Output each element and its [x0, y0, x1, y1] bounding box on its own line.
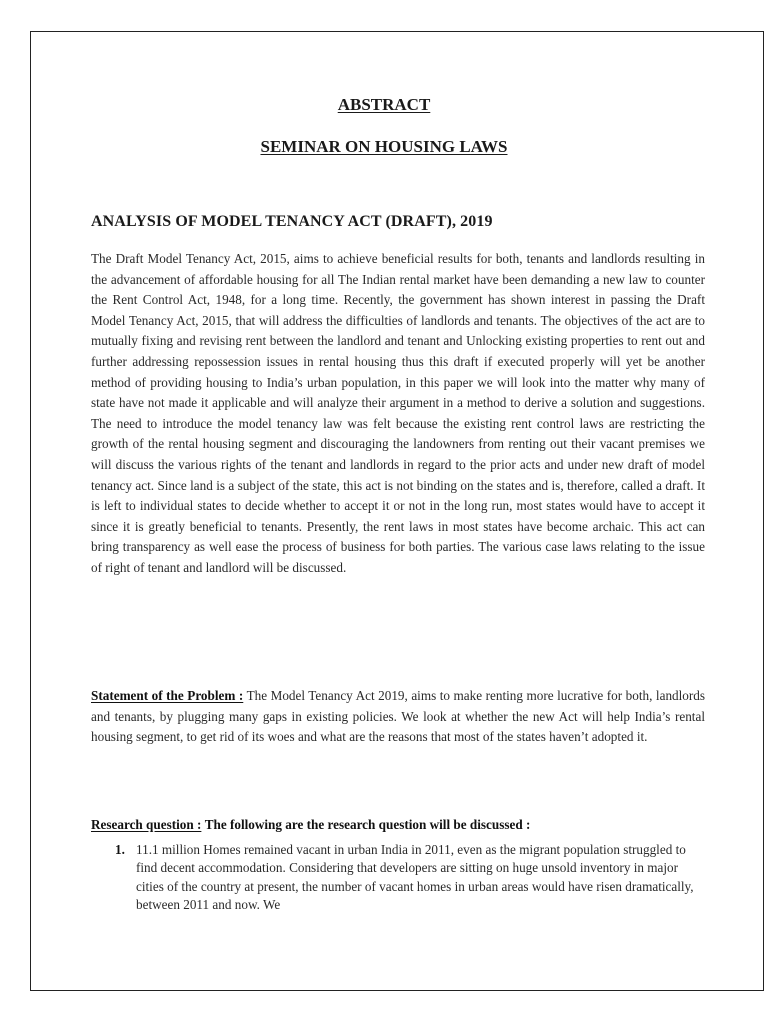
- document-title: ABSTRACT: [337, 95, 431, 114]
- list-item-number: 1.: [115, 842, 125, 857]
- research-label: Research question :: [91, 817, 202, 832]
- research-question-line: [91, 815, 731, 835]
- document-subtitle: SEMINAR ON HOUSING LAWS: [260, 137, 508, 156]
- list-item-text: 11.1 million Homes remained vacant in urban India in 2011, even as the migrant population struggled to find decent accommodation. Considering that developers are sitting on huge unsold inventory in major cities of the country at present, the number of vacant homes in urban areas would have risen dramatically, between 2011 and now. We: [136, 842, 694, 913]
- list-item: [91, 841, 703, 915]
- problem-text: The Model Tenancy Act 2019, aims to make renting more lucrative for both, landlords and tenants, by plugging many gaps in existing policies. We look at whether the new Act will help India’s rental housing segment, to get rid of its woes and what are the reasons that most of the states haven’t adopted it.: [91, 688, 706, 745]
- research-text: The following are the research question will be discussed :: [204, 817, 531, 832]
- abstract-paragraph: The Draft Model Tenancy Act, 2015, aims to achieve beneficial results for both, tenants and landlords resulting in the advancement of affordable housing for all The Indian rental market have been demanding a new law to counter the Rent Control Act, 1948, for a long time. Recently, the government has shown interest in passing the Draft Model Tenancy Act, 2015, that will address the difficulties of landlords and tenants. The objectives of the act are to mutually fixing and revising rent between the landlord and tenant and Unlocking existing properties to rent out and further addressing repossession issues in rental housing thus this draft if executed properly will yet be another method of providing housing to India’s urban population, in this paper we will look into the matter why many of state have not made it applicable and will analyze their argument in a method to derive a solution and suggestions. The need to introduce the model tenancy law was felt because the existing rent control laws are restricting the growth of the rental housing segment and discouraging the landowners from renting out their vacant premises we will discuss the various rights of the tenant and landlords in regard to the prior acts and under new draft of model tenancy act. Since land is a subject of the state, this act is not binding on the states and is, therefore, called a draft. It is left to individual states to decide whether to accept it or not in the long run, most states would have to accept it since it is greatly beneficial to tenants. Presently, the rent laws in most states have become archaic. This act can bring transparency as well ease the process of business for both parties. The various case laws relating to the issue of right of tenant and landlord will be discussed.: [91, 251, 705, 575]
- problem-statement: [91, 686, 705, 748]
- section-heading: ANALYSIS OF MODEL TENANCY ACT (DRAFT), 2019: [91, 213, 493, 230]
- problem-label: Statement of the Problem :: [91, 688, 244, 703]
